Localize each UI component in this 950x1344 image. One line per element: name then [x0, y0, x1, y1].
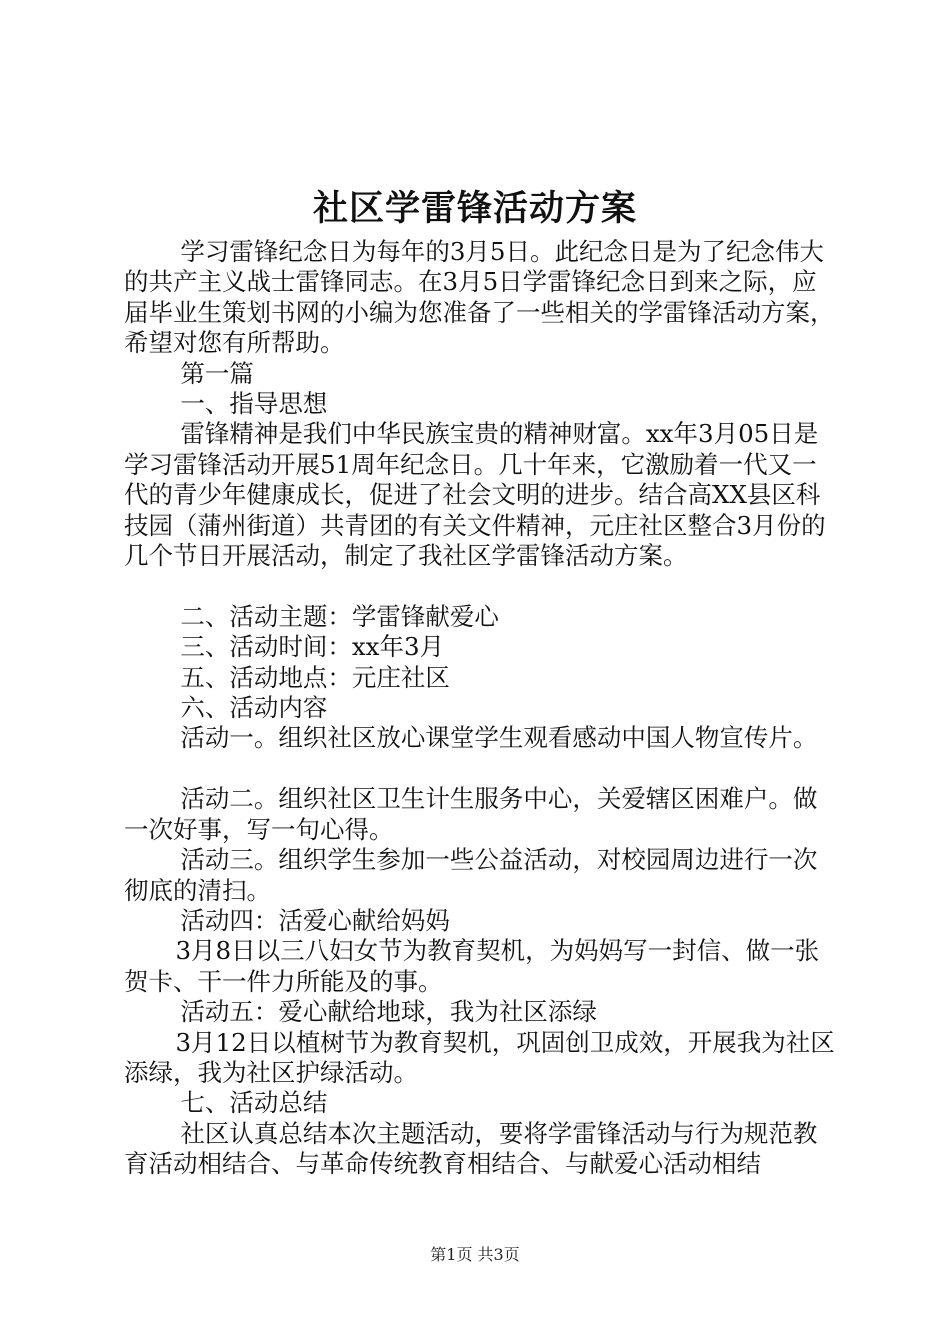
body-paragraph: 3月8日以三八妇女节为教育契机，为妈妈写一封信、做一张贺卡、干一件力所能及的事。 — [124, 936, 820, 996]
section-label: 第一篇 — [180, 358, 254, 388]
body-paragraph: 活动四：活爱心献给妈妈 — [180, 905, 450, 935]
section-heading: 六、活动内容 — [180, 693, 328, 723]
page-number: 第1页 共3页 — [430, 1245, 520, 1264]
section-heading: 七、活动总结 — [180, 1088, 328, 1118]
document-title: 社区学雷锋活动方案 — [312, 188, 637, 229]
body-paragraph: 活动一。组织社区放心课堂学生观看感动中国人物宣传片。 — [180, 723, 818, 753]
section-heading: 一、指导思想 — [180, 389, 328, 419]
body-paragraph: 3月12日以植树节为教育契机，巩固创卫成效，开展我为社区添绿，我为社区护绿活动。 — [124, 1027, 835, 1087]
section-heading: 五、活动地点：元庄社区 — [180, 662, 450, 692]
section-heading: 二、活动主题：学雷锋献爱心 — [180, 601, 499, 631]
body-paragraph: 社区认真总结本次主题活动，要将学雷锋活动与行为规范教育活动相结合、与革命传统教育相结合、与献爱心活动相结 — [124, 1118, 818, 1179]
section-heading: 三、活动时间：xx年3月 — [180, 632, 445, 662]
body-paragraph: 活动三。组织学生参加一些公益活动，对校园周边进行一次彻底的清扫。 — [124, 845, 818, 905]
body-paragraph: 活动二。组织社区卫生计生服务中心，关爱辖区困难户。做一次好事，写一句心得。 — [124, 784, 818, 844]
intro-paragraph: 学习雷锋纪念日为每年的3月5日。此纪念日是为了纪念伟大的共产主义战士雷锋同志。在3月5日学雷锋纪念日到来之际，应届毕业生策划书网的小编为您准备了一些相关的学雷锋活动方案，希望对您有所帮助。 — [124, 237, 835, 358]
spacer — [124, 571, 836, 601]
body-paragraph: 雷锋精神是我们中华民族宝贵的精神财富。xx年3月05日是学习雷锋活动开展51周年纪念日。几十年来，它激励着一代又一代的青少年健康成长，促进了社会文明的进步。结合高XX县区科技园（蒲州街道）共青团的有关文件精神，元庄社区整合3月份的几个节日开展活动，制定了我社区学雷锋活动方案。 — [124, 419, 826, 571]
spacer — [124, 754, 836, 784]
document-body — [124, 237, 836, 1180]
body-paragraph: 活动五：爱心献给地球，我为社区添绿 — [180, 997, 597, 1027]
